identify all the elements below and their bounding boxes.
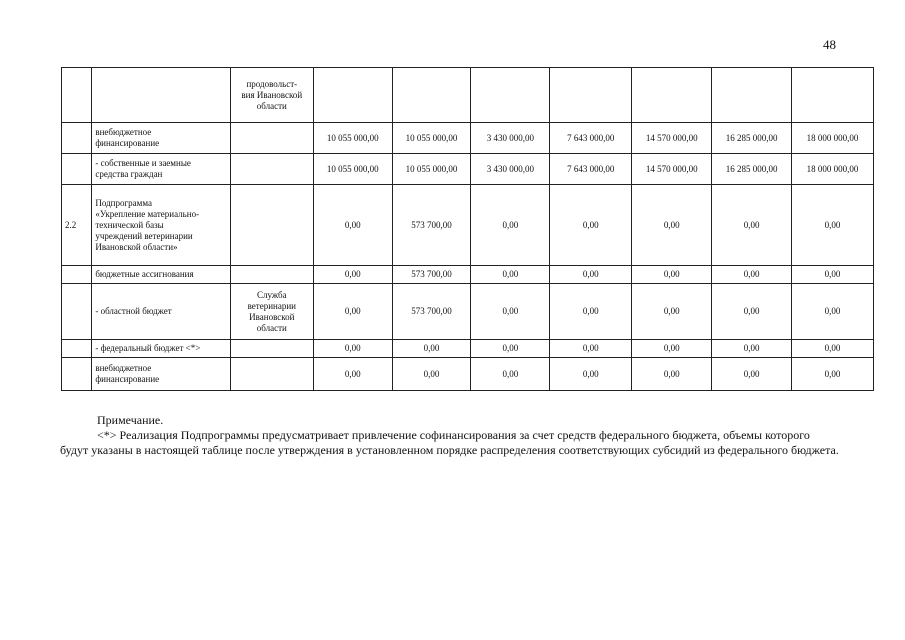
table-row bbox=[62, 68, 874, 123]
row-value-cell: 10 055 000,00 bbox=[392, 123, 471, 154]
row-description-text: Подпрограмма «Укрепление материально- технической базы учреждений ветеринарии Ивановской области» bbox=[95, 197, 200, 252]
row-value-cell: 0,00 bbox=[313, 266, 392, 284]
row-executor-cell bbox=[230, 154, 313, 185]
row-value-cell: 18 000 000,00 bbox=[792, 123, 874, 154]
table-row bbox=[62, 284, 874, 340]
row-executor-text: Служба ветеринарии Ивановской области bbox=[247, 289, 296, 333]
row-index-cell bbox=[62, 340, 92, 358]
row-value-cell: 0,00 bbox=[392, 358, 471, 391]
row-value-cell: 0,00 bbox=[632, 358, 712, 391]
row-value-cell: 0,00 bbox=[632, 266, 712, 284]
row-value-cell: 0,00 bbox=[471, 185, 550, 266]
budget-table bbox=[61, 67, 874, 391]
row-executor-text: продовольст- вия Ивановской области bbox=[241, 78, 303, 111]
row-value-cell: 0,00 bbox=[471, 266, 550, 284]
row-value-cell: 0,00 bbox=[792, 358, 874, 391]
page-number: 48 bbox=[823, 37, 836, 52]
table-row bbox=[62, 185, 874, 266]
footnote-text: <*> Реализация Подпрограммы предусматривает привлечение софинансирования за счет средств федерального бюджета, объемы которого будут указаны в настоящей таблице после утверждения в установленном порядке распределения соответствующих субсидий из федерального бюджета. bbox=[60, 428, 839, 457]
row-executor-cell bbox=[230, 284, 313, 340]
row-value-cell: 0,00 bbox=[632, 185, 712, 266]
row-value-cell: 3 430 000,00 bbox=[471, 154, 550, 185]
row-value-cell: 0,00 bbox=[792, 284, 874, 340]
row-value-cell: 0,00 bbox=[632, 340, 712, 358]
row-value-cell bbox=[632, 68, 712, 123]
row-value-cell bbox=[313, 68, 392, 123]
row-value-cell: 0,00 bbox=[313, 284, 392, 340]
row-executor-cell bbox=[230, 68, 313, 123]
row-value-cell: 0,00 bbox=[792, 340, 874, 358]
row-description-cell bbox=[92, 68, 231, 123]
row-value-cell: 7 643 000,00 bbox=[550, 123, 632, 154]
row-description-cell bbox=[92, 340, 231, 358]
row-index-cell: 2.2 bbox=[62, 185, 92, 266]
row-description-text: - областной бюджет bbox=[95, 306, 172, 316]
row-value-cell: 0,00 bbox=[792, 266, 874, 284]
row-index-cell bbox=[62, 154, 92, 185]
row-value-cell: 0,00 bbox=[471, 284, 550, 340]
row-executor-cell bbox=[230, 266, 313, 284]
row-value-cell: 0,00 bbox=[392, 340, 471, 358]
row-description-cell bbox=[92, 266, 231, 284]
row-index-cell bbox=[62, 358, 92, 391]
row-value-cell: 0,00 bbox=[550, 358, 632, 391]
row-value-cell: 0,00 bbox=[712, 266, 792, 284]
row-value-cell: 16 285 000,00 bbox=[712, 154, 792, 185]
table-row bbox=[62, 340, 874, 358]
row-value-cell: 14 570 000,00 bbox=[632, 123, 712, 154]
row-value-cell: 573 700,00 bbox=[392, 284, 471, 340]
row-value-cell: 7 643 000,00 bbox=[550, 154, 632, 185]
row-description-text: внебюджетное финансирование bbox=[95, 363, 160, 384]
table-row bbox=[62, 123, 874, 154]
row-value-cell: 0,00 bbox=[712, 358, 792, 391]
row-executor-cell bbox=[230, 185, 313, 266]
row-value-cell bbox=[471, 68, 550, 123]
row-value-cell: 0,00 bbox=[632, 284, 712, 340]
row-description-text: внебюджетное финансирование bbox=[95, 127, 160, 148]
row-value-cell bbox=[792, 68, 874, 123]
row-value-cell: 0,00 bbox=[712, 340, 792, 358]
row-description-cell bbox=[92, 185, 231, 266]
row-value-cell: 0,00 bbox=[712, 185, 792, 266]
row-value-cell: 18 000 000,00 bbox=[792, 154, 874, 185]
table-row bbox=[62, 358, 874, 391]
row-value-cell: 10 055 000,00 bbox=[392, 154, 471, 185]
row-value-cell: 14 570 000,00 bbox=[632, 154, 712, 185]
row-description-cell bbox=[92, 123, 231, 154]
row-description-text: - федеральный бюджет <*> bbox=[95, 343, 201, 353]
row-value-cell: 0,00 bbox=[712, 284, 792, 340]
row-value-cell: 0,00 bbox=[313, 358, 392, 391]
row-executor-cell bbox=[230, 340, 313, 358]
row-description-text: бюджетные ассигнования bbox=[95, 269, 194, 279]
row-value-cell: 0,00 bbox=[471, 358, 550, 391]
row-executor-cell bbox=[230, 123, 313, 154]
row-value-cell: 10 055 000,00 bbox=[313, 154, 392, 185]
row-index-cell bbox=[62, 266, 92, 284]
row-value-cell: 0,00 bbox=[313, 340, 392, 358]
row-value-cell bbox=[392, 68, 471, 123]
row-value-cell bbox=[550, 68, 632, 123]
table-row bbox=[62, 266, 874, 284]
table-body bbox=[62, 68, 874, 391]
row-value-cell: 0,00 bbox=[550, 284, 632, 340]
row-executor-cell bbox=[230, 358, 313, 391]
footnote bbox=[60, 413, 840, 458]
row-value-cell bbox=[712, 68, 792, 123]
row-value-cell: 3 430 000,00 bbox=[471, 123, 550, 154]
row-value-cell: 0,00 bbox=[550, 266, 632, 284]
row-value-cell: 10 055 000,00 bbox=[313, 123, 392, 154]
row-value-cell: 573 700,00 bbox=[392, 185, 471, 266]
row-description-cell bbox=[92, 154, 231, 185]
table-row bbox=[62, 154, 874, 185]
footnote-title: Примечание. bbox=[97, 413, 164, 427]
row-index-cell bbox=[62, 284, 92, 340]
row-value-cell: 0,00 bbox=[550, 340, 632, 358]
row-index-cell bbox=[62, 123, 92, 154]
row-description-text: - собственные и заемные средства граждан bbox=[95, 158, 191, 179]
row-index-cell bbox=[62, 68, 92, 123]
row-value-cell: 16 285 000,00 bbox=[712, 123, 792, 154]
row-value-cell: 0,00 bbox=[313, 185, 392, 266]
row-value-cell: 0,00 bbox=[792, 185, 874, 266]
row-value-cell: 0,00 bbox=[550, 185, 632, 266]
row-description-cell bbox=[92, 358, 231, 391]
row-description-cell bbox=[92, 284, 231, 340]
row-value-cell: 573 700,00 bbox=[392, 266, 471, 284]
row-value-cell: 0,00 bbox=[471, 340, 550, 358]
